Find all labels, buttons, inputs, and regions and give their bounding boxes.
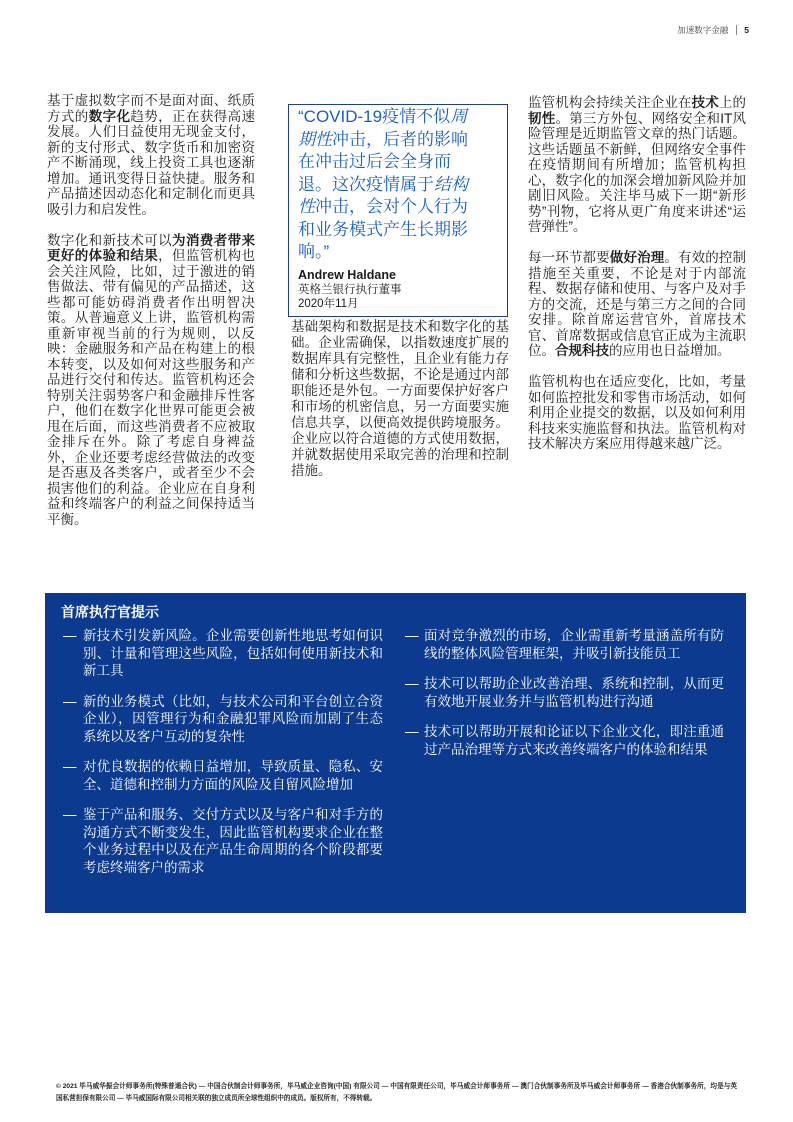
tip-item (405, 723, 724, 758)
text-column-left (47, 93, 255, 543)
header-divider (736, 25, 737, 35)
text-run: ，但监管机构也会关注风险，比如，过于激进的销售做法、带有偏见的产品描述，这些都可能妨碍消费者作出明智决策。从普遍意义上讲，监管机构需重新审视当前的行为规则，以反映：金融服务和产品在构建上的根本转变，以及如何对这些服务和产品进行交付和传达。监管机构还会特别关注弱势客户和金融排斥性客户，他们在数字化世界可能更会被甩在后面，而这些消费者不应被取金排斥在外。除了考虑自身裨益外，企业还要考虑经营做法的改变是否惠及各类客户，或者至少不会损害他们的利益。企业应在自身利益和终端客户的利益之间保持适当平衡。 (47, 248, 256, 527)
text-run: 冲击，后者的影响在冲击过后会全身而退。这次疫情属于 (298, 129, 468, 194)
dash-marker: — (63, 693, 77, 709)
text-run: 冲击，会对个人行为和业务模式产生长期影响。” (298, 197, 468, 261)
page-number: 5 (744, 25, 749, 35)
tip-text: 技术可以帮助开展和论证以下企业文化，即注重通过产品治理等方式来改善终端客户的体验和结果 (424, 724, 724, 757)
ceo-tips-box (45, 593, 746, 913)
dash-marker: — (63, 628, 77, 643)
body-paragraph (528, 250, 746, 359)
tip-text: 新的业务模式（比如，与技术公司和平台创立合资企业），因管理行为和金融犯罪风险而加剧了生态系统以及客户互动的复杂性 (83, 693, 383, 744)
dash-marker: — (405, 724, 419, 739)
ceo-tips-list-right (405, 627, 724, 771)
tip-text: 对优良数据的依赖日益增加，导致质量、隐私、安全、道德和控制力方面的风险及自留风险增加 (83, 759, 383, 792)
body-paragraph: 基础架构和数据是技术和数字化的基础。企业需确保，以指数速度扩展的数据库具有完整性，且企业有能力存储和分析这些数据，不论是通过内部职能还是外包。一方面要保护好客户和市场的机密信息，另一方面要实施信息共享，以便高效提供跨境服务。企业应以符合道德的方式使用数据，并就数据使用采取完善的治理和控制措施。 (291, 319, 509, 478)
text-run: 数字化和新技术可以 (47, 232, 173, 248)
tip-item (63, 627, 383, 680)
emphasis-text: 数字化 (88, 108, 131, 124)
text-run: 的应用也日益增加。 (609, 343, 731, 358)
tip-text: 新技术引发新风险。企业需要创新性地思考如何识别、计量和管理这些风险，包括如何使用新技术和新工具 (83, 628, 383, 678)
emphasis-text: 结构性 (298, 174, 468, 216)
tip-item (63, 806, 383, 876)
tip-text: 面对竞争激烈的市场，企业需重新考量涵盖所有防线的整体风险管理框架，并吸引新技能员工 (424, 628, 724, 661)
dash-marker: — (63, 807, 77, 822)
section-title: 加速数字金融 (677, 25, 729, 35)
body-paragraph (528, 95, 746, 235)
tip-item (63, 693, 383, 746)
tip-item (405, 675, 724, 710)
emphasis-text: 技术 (691, 95, 719, 110)
text-run: 监管机构会持续关注企业在 (528, 95, 692, 110)
text-run: 上的 (718, 95, 747, 110)
text-run: 每一环节都要 (528, 250, 610, 265)
tip-item (405, 627, 724, 662)
body-paragraph (47, 93, 255, 217)
tip-text: 技术可以帮助企业改善治理、系统和控制，从而更有效地开展业务并与监管机构进行沟通 (424, 676, 724, 709)
body-paragraph: 监管机构也在适应变化，比如，考量如何监控批发和零售市场活动，如何利用企业提交的数据，以及如何利用科技来实施监督和执法。监管机构对技术解决方案应用得越来越广泛。 (528, 374, 746, 451)
emphasis-text: 为消费者带来更好的体验和结果 (47, 232, 256, 263)
ceo-tips-title: 首席执行官提示 (61, 604, 159, 620)
text-column-right (528, 95, 746, 467)
dash-marker: — (63, 759, 77, 774)
text-run: 趋势，正在获得高速发展。人们日益使用无现金支付，新的支付形式、数字货币和加密资产不断涌现，线上投资工具也逐渐增加。通讯变得日益快捷。服务和产品描述因动态化和定制化而更具吸引力和启发性。 (47, 108, 256, 217)
emphasis-text: 做好治理 (609, 250, 665, 265)
quote-text (298, 106, 480, 264)
tip-text: 鉴于产品和服务、交付方式以及与客户和对手方的沟通方式不断变发生，因此监管机构要求企业在整个业务过程中以及在产品生命周期的各个阶段都要考虑终端客户的需求 (83, 807, 383, 875)
copyright-footer: © 2021 毕马威华振会计师事务所(特殊普通合伙) — 中国合伙制会计师事务所，毕马威企业咨询(中国) 有限公司 — 中国有限责任公司，毕马威会计师事务所 — 澳门合伙制事务所及毕马威会计师事务所 — 香港合伙制事务所，均是与英国私营担保有限公司 — 毕马威国际有限公司相关联的独立成员所全球性组织中的成员。版权所有，不得转载。 (56, 1083, 737, 1102)
text-run: 。有效的控制措施至关重要，不论是对于内部流程、数据存储和使用、与客户及对手方的交流，还是与第三方之间的合同安排。除首席运营官外，首席技术官、首席数据或信息官正成为主流职位。 (528, 250, 747, 358)
emphasis-text: 周期性 (298, 107, 468, 149)
tip-item (63, 758, 383, 793)
quote-date: 2020年11月 (298, 298, 359, 310)
running-header (677, 24, 749, 36)
dash-marker: — (405, 628, 419, 643)
pull-quote (288, 104, 508, 317)
dash-marker: — (405, 676, 419, 691)
emphasis-text: 合规科技 (555, 343, 609, 358)
quote-author-title: 英格兰银行执行董事 (298, 283, 402, 296)
emphasis-text: 韧性 (528, 110, 556, 126)
text-run: “COVID-19疫情不似 (298, 107, 451, 126)
quote-author: Andrew Haldane (298, 267, 396, 282)
text-run: 。第三方外包、网络安全和IT风险管理是近期监管文章的热门话题。这些话题虽不新鲜，但网络安全事件在疫情期间有所增加；监管机构担心，数字化的加深会增加新风险并加剧旧风险。关注毕马威下一期“新形势”刊物，它将从更广角度来讲述“运营弹性”。 (528, 110, 746, 234)
body-paragraph (47, 233, 255, 528)
text-column-middle (291, 319, 509, 495)
ceo-tips-list-left (63, 627, 383, 889)
text-run: 基于虚拟数字而不是面对面、纸质方式的 (47, 93, 255, 124)
